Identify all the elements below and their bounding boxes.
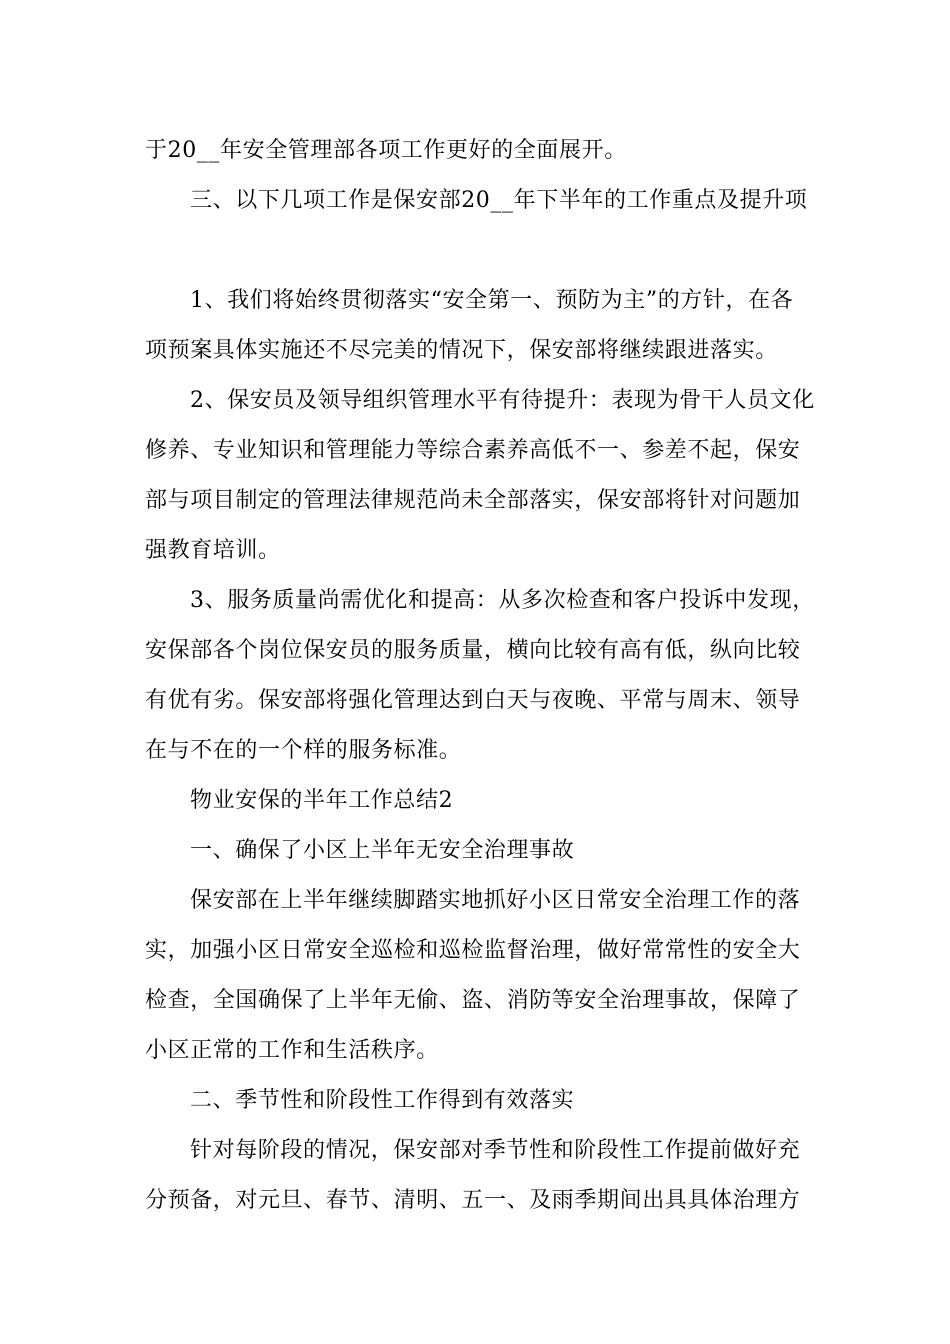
item-3-line-3: 有优有劣。保安部将强化管理达到白天与夜晚、平常与周末、领导 [145,688,801,713]
item-2-line-1: 2、保安员及领导组织管理水平有待提升：表现为骨干人员文化 [190,388,815,413]
paragraph-1-line-1: 保安部在上半年继续脚踏实地抓好小区日常安全治理工作的落 [190,888,801,913]
section-heading-2: 二、季节性和阶段性工作得到有效落实 [190,1088,575,1113]
section-heading-1: 一、确保了小区上半年无安全治理事故 [190,838,575,863]
text-line-continuation: 于20__年安全管理部各项工作更好的全面展开。 [145,138,627,163]
paragraph-2-line-2: 分预备，对元旦、春节、清明、五一、及雨季期间出具具体治理方 [145,1188,801,1213]
item-2-line-3: 部与项目制定的管理法律规范尚未全部落实，保安部将针对问题加 [145,488,801,513]
paragraph-1-line-3: 检查，全国确保了上半年无偷、盗、消防等安全治理事故，保障了 [145,988,801,1013]
item-2-line-2: 修养、专业知识和管理能力等综合素养高低不一、参差不起，保安 [145,438,801,463]
item-3-line-4: 在与不在的一个样的服务标准。 [145,738,462,763]
paragraph-2-line-1: 针对每阶段的情况，保安部对季节性和阶段性工作提前做好充 [190,1138,801,1163]
item-1-line-2: 项预案具体实施还不尽完美的情况下，保安部将继续跟进落实。 [145,338,778,363]
item-3-line-1: 3、服务质量尚需优化和提高：从多次检查和客户投诉中发现， [190,588,815,613]
paragraph-1-line-2: 实，加强小区日常安全巡检和巡检监督治理，做好常常性的安全大 [145,938,801,963]
item-1-line-1: 1、我们将始终贯彻落实“安全第一、预防为主”的方针，在各 [190,288,794,313]
section-heading-3: 三、以下几项工作是保安部20__年下半年的工作重点及提升项 [190,188,808,213]
item-3-line-2: 安保部各个岗位保安员的服务质量，横向比较有高有低，纵向比较 [145,638,801,663]
document-subtitle: 物业安保的半年工作总结2 [190,788,454,813]
item-2-line-4: 强教育培训。 [145,538,281,563]
paragraph-1-line-4: 小区正常的工作和生活秩序。 [145,1038,439,1063]
